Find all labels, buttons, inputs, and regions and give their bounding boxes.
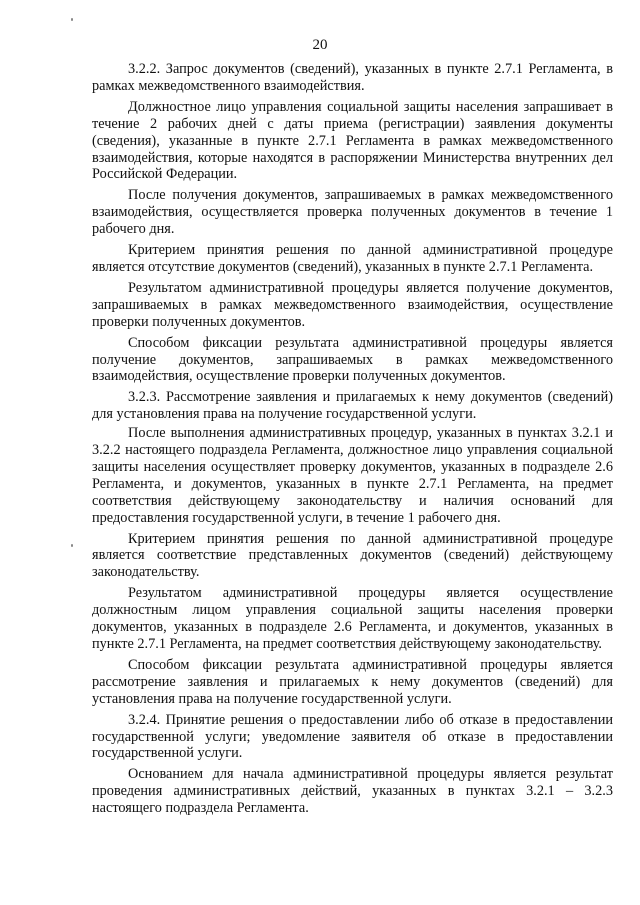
paragraph-3-2-3-heading: 3.2.3. Рассмотрение заявления и прилагаемых к нему документов (сведений) для установления права на получение государственной услуги.: [92, 389, 613, 423]
paragraph: После выполнения административных процедур, указанных в пунктах 3.2.1 и 3.2.2 настоящего подраздела Регламента, должностное лицо управления социальной защиты населения осуществляет проверку документов, указанных в подразделе 2.6 Регламента, и документов, указанных в пункте 2.7.1 Регламента, на предмет соответствия действующему законодательству и наличия оснований для предоставления государственной услуги, в течение 1 рабочего дня.: [92, 425, 613, 526]
document-body: [92, 61, 613, 821]
scan-speck: [71, 18, 73, 21]
paragraph: Результатом административной процедуры является осуществление должностным лицом управления социальной защиты населения проверки документов, указанных в подразделе 2.6 Регламента, и документов, указанных в пункте 2.7.1 Регламента, на предмет соответствия действующему законодательству.: [92, 585, 613, 652]
scan-speck: [71, 544, 73, 547]
paragraph: Способом фиксации результата административной процедуры является получение документов, запрашиваемых в рамках межведомственного взаимодействия, осуществление проверки полученных документов.: [92, 334, 613, 385]
paragraph-3-2-2-heading: 3.2.2. Запрос документов (сведений), указанных в пункте 2.7.1 Регламента, в рамках межведомственного взаимодействия.: [92, 61, 613, 94]
paragraph: Критерием принятия решения по данной административной процедуре является соответствие представленных документов (сведений) действующему законодательству.: [92, 530, 613, 581]
page-number: 20: [312, 37, 328, 53]
paragraph-3-2-4-heading: 3.2.4. Принятие решения о предоставлении либо об отказе в предоставлении государственной услуги; уведомление заявителя об отказе в предоставлении государственной услуги.: [92, 711, 613, 762]
paragraph: Критерием принятия решения по данной административной процедуре является отсутствие документов (сведений), указанных в пункте 2.7.1 Регламента.: [92, 242, 613, 275]
paragraph: Результатом административной процедуры является получение документов, запрашиваемых в рамках межведомственного взаимодействия, осуществление проверки полученных документов.: [92, 279, 613, 330]
paragraph: После получения документов, запрашиваемых в рамках межведомственного взаимодействия, осуществляется проверка полученных документов в течение 1 рабочего дня.: [92, 187, 613, 238]
paragraph: Основанием для начала административной процедуры является результат проведения административных действий, указанных в пунктах 3.2.1 – 3.2.3 настоящего подраздела Регламента.: [92, 766, 613, 817]
paragraph: Должностное лицо управления социальной защиты населения запрашивает в течение 2 рабочих дней с даты приема (регистрации) заявления документы (сведения), указанные в пункте 2.7.1 Регламента в рамках межведомственного взаимодействия, которые находятся в распоряжении Министерства внутренних дел Российской Федерации.: [92, 98, 613, 183]
paragraph: Способом фиксации результата административной процедуры является рассмотрение заявления и прилагаемых к нему документов (сведений) для установления права на получение государственной услуги.: [92, 656, 613, 707]
